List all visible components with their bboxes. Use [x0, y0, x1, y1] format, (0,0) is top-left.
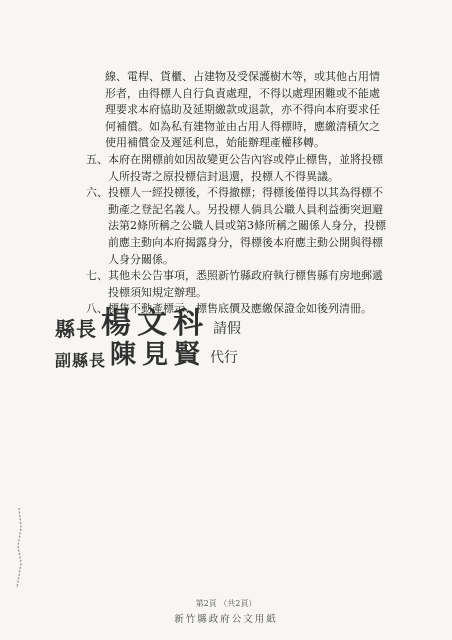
- text-line: 前應主動向本府揭露身分，得標後本府應主動公開與得標: [108, 235, 383, 249]
- text-line: 人所投寄之原投標信封退還，投標人不得異議。: [108, 169, 339, 183]
- magistrate-name: 楊文科: [101, 306, 209, 341]
- text-line: 法第2條所稱之公職人員或第3條所稱之關係人身分，投標: [108, 219, 386, 233]
- magistrate-note: 請假: [213, 321, 241, 337]
- text-line: 形者，由得標人自行負責處理，不得以處理困難或不能處: [105, 86, 380, 100]
- text-line: 何補償。如為私有建物並由占用人得標時，應繳清積欠之: [105, 119, 380, 133]
- text-line: 本府在開標前如因故變更公告內容或停止標售，並將投標: [108, 152, 383, 166]
- text-line: 線、電桿、貨櫃、占建物及受保護樹木等，或其他占用情: [105, 70, 380, 83]
- deputy-title: 副縣長: [55, 351, 107, 370]
- text-line: 理要求本府協助及延期繳款或退款，亦不得向本府要求任: [105, 103, 380, 117]
- clause-6: [86, 185, 408, 268]
- clause-text: [108, 268, 408, 301]
- clause-text: [108, 152, 408, 185]
- text-line: 標售不動產標示、標售底價及應繳保證金如後列清冊。: [108, 302, 372, 316]
- text-line: 其他未公告事項，悉照新竹縣政府執行標售縣有房地郵遞: [108, 269, 383, 283]
- text-line: 人身分關係。: [108, 252, 174, 266]
- text-line: 使用補償金及遲延利息，始能辦理產權移轉。: [105, 136, 325, 150]
- page-number: 第2頁 （共2頁）: [195, 599, 257, 608]
- clause-5: [86, 152, 408, 185]
- document-body: [86, 69, 408, 318]
- deputy-signature: [55, 334, 238, 371]
- stationery-name: 新竹縣政府公文用紙: [174, 614, 278, 625]
- scan-edge-mark: [15, 508, 23, 588]
- clause-number: 六、: [86, 186, 108, 200]
- text-line: 動產之登記名義人。另投標人倘具公職人員利益衝突迴避: [108, 202, 383, 216]
- clause-number: 七、: [86, 269, 108, 283]
- deputy-name: 陳見賢: [110, 340, 207, 370]
- text-line: 投標人一經投標後，不得撤標；得標後僅得以其為得標不: [108, 186, 383, 200]
- clause-7: [86, 268, 408, 301]
- clause-number: 八、: [86, 302, 108, 316]
- clause-number: 五、: [86, 152, 108, 166]
- magistrate-title: 縣長: [55, 317, 97, 341]
- deputy-note: 代行: [210, 350, 239, 366]
- text-line: 投標須知規定辦理。: [108, 285, 207, 299]
- clause-text: [108, 185, 408, 268]
- continuation-paragraph: [105, 69, 408, 152]
